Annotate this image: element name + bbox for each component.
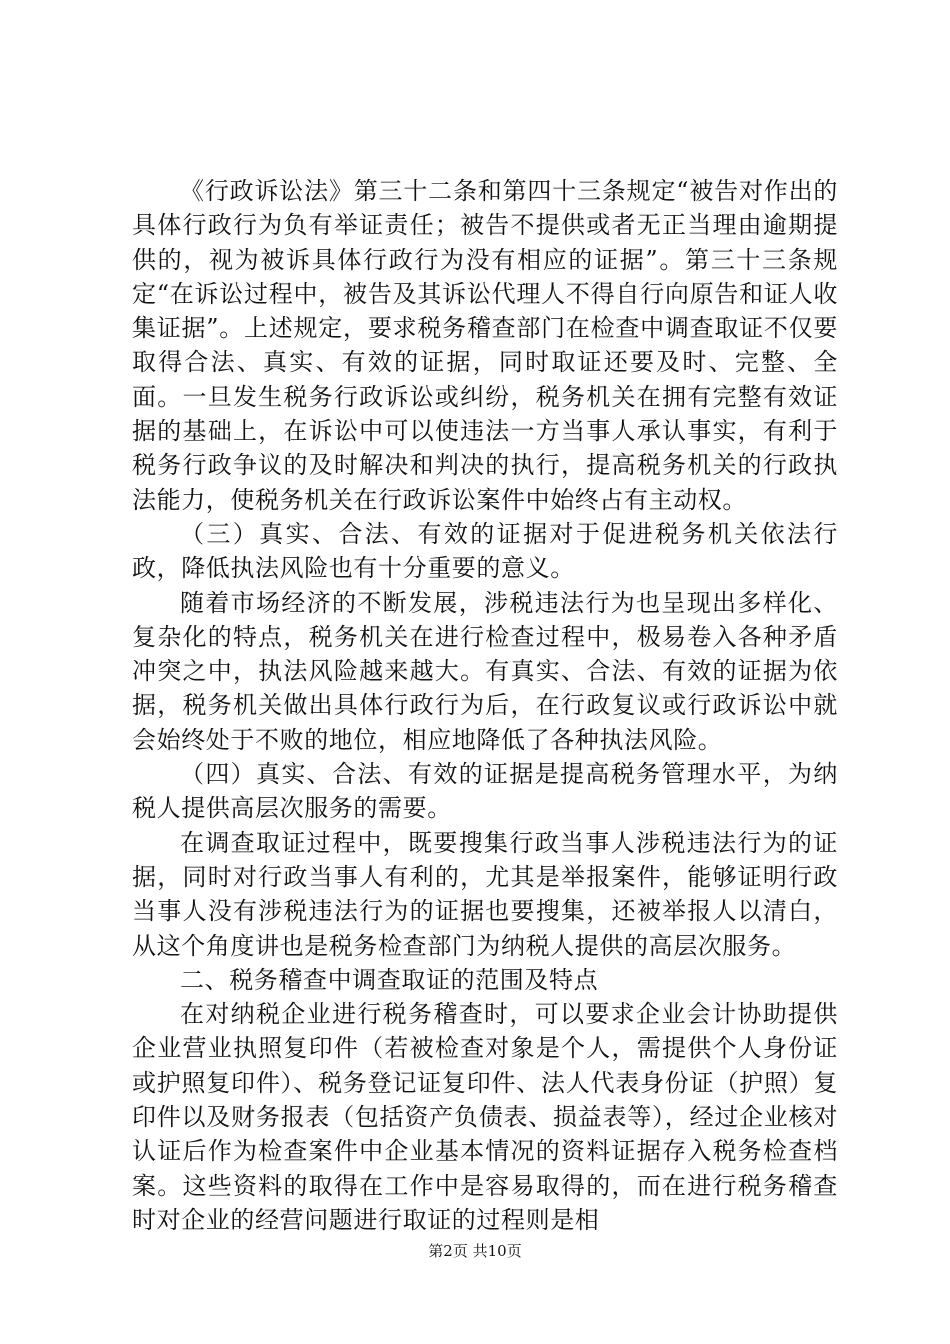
paragraph: 在调查取证过程中，既要搜集行政当事人涉税违法行为的证据，同时对行政当事人有利的，尤其是举报案件，能够证明行政当事人没有涉税违法行为的证据也要搜集，还被举报人以清白，从这个角度讲也是税务检查部门为纳税人提供的高层次服务。 (132, 828, 838, 960)
paragraph: 《行政诉讼法》第三十二条和第四十三条规定“被告对作出的具体行政行为负有举证责任；被告不提供或者无正当理由逾期提供的，视为被诉具体行政行为没有相应的证据”。第三十三条规定“在诉讼过程中，被告及其诉讼代理人不得自行向原告和证人收集证据”。上述规定，要求税务稽查部门在检查中调查取证不仅要取得合法、真实、有效的证据，同时取证还要及时、完整、全面。一旦发生税务行政诉讼或纠纷，税务机关在拥有完整有效证据的基础上，在诉讼中可以使违法一方当事人承认事实，有利于税务行政争议的及时解决和判决的执行，提高税务机关的行政执法能力，使税务机关在行政诉讼案件中始终占有主动权。 (132, 177, 838, 514)
paragraph: （四）真实、合法、有效的证据是提高税务管理水平，为纳税人提供高层次服务的需要。 (132, 760, 838, 823)
document-body (132, 174, 838, 1237)
paragraph: 随着市场经济的不断发展，涉税违法行为也呈现出多样化、复杂化的特点，税务机关在进行检查过程中，极易卷入各种矛盾冲突之中，执法风险越来越大。有真实、合法、有效的证据为依据，税务机关做出具体行政行为后，在行政复议或行政诉讼中就会始终处于不败的地位，相应地降低了各种执法风险。 (132, 588, 838, 754)
paragraph: 在对纳税企业进行税务稽查时，可以要求企业会计协助提供企业营业执照复印件（若被检查对象是个人，需提供个人身份证或护照复印件）、税务登记证复印件、法人代表身份证（护照）复印件以及财务报表（包括资产负债表、损益表等），经过企业核对认证后作为检查案件中企业基本情况的资料证据存入税务检查档案。这些资料的取得在工作中是容易取得的，而在进行税务稽查时对企业的经营问题进行取证的过程则是相 (132, 1000, 838, 1234)
section-heading: 二、税务稽查中调查取证的范围及特点 (180, 965, 599, 994)
paragraph: （三）真实、合法、有效的证据对于促进税务机关依法行政，降低执法风险也有十分重要的意义。 (132, 519, 838, 583)
page-number-footer: 第2页 共10页 (428, 1242, 522, 1260)
